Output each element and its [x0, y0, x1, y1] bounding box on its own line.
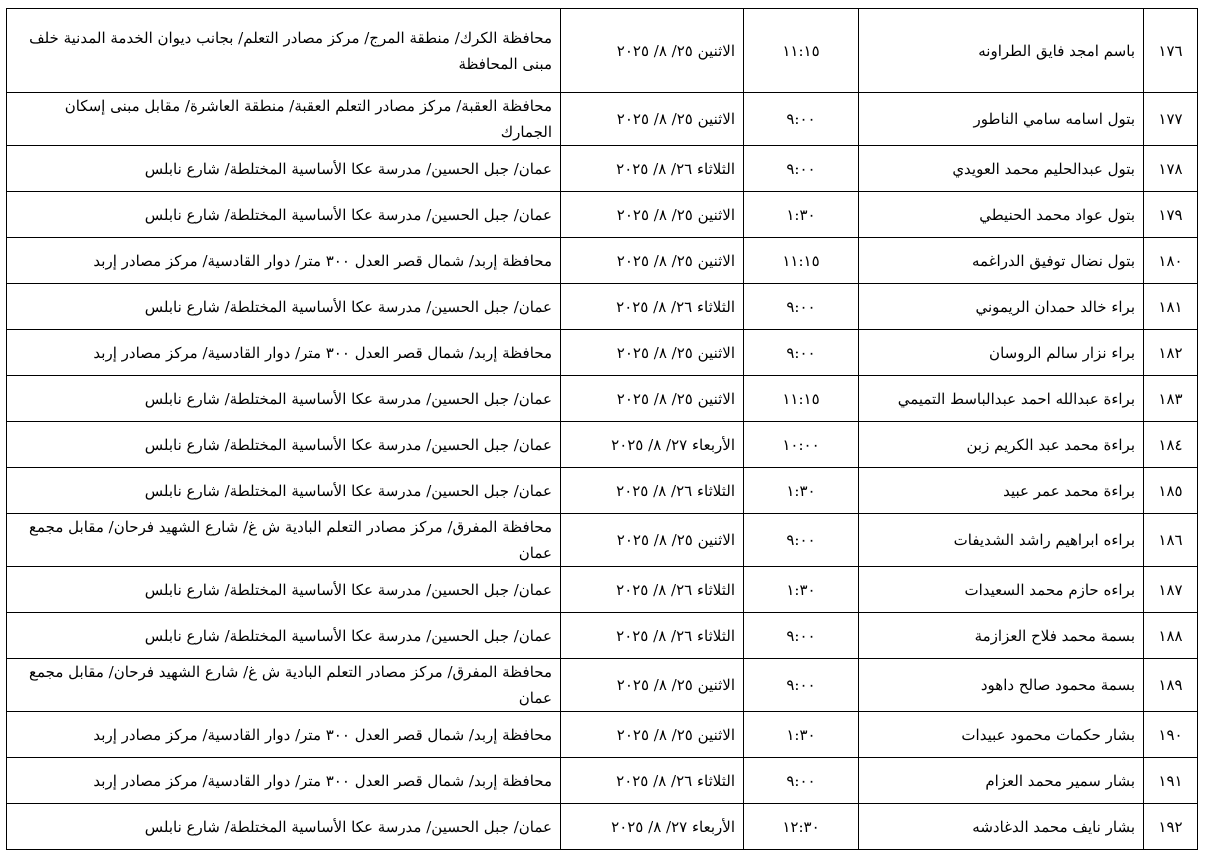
student-name: براءه ابراهيم راشد الشديفات [859, 514, 1144, 567]
exam-date: الاثنين ٢٥/ ٨/ ٢٠٢٥ [561, 712, 744, 758]
row-number: ١٧٦ [1144, 9, 1198, 93]
exam-date: الثلاثاء ٢٦/ ٨/ ٢٠٢٥ [561, 284, 744, 330]
table-row [7, 93, 1198, 146]
student-name: بسمة محمود صالح داهود [859, 659, 1144, 712]
exam-time: ١:٣٠ [744, 567, 859, 613]
table-row [7, 758, 1198, 804]
exam-time: ١:٣٠ [744, 192, 859, 238]
exam-time: ٩:٠٠ [744, 330, 859, 376]
row-number: ١٧٩ [1144, 192, 1198, 238]
table-row [7, 238, 1198, 284]
exam-time: ١١:١٥ [744, 238, 859, 284]
exam-time: ١١:١٥ [744, 9, 859, 93]
student-name: بتول نضال توفيق الدراغمه [859, 238, 1144, 284]
table-row [7, 712, 1198, 758]
row-number: ١٨١ [1144, 284, 1198, 330]
exam-time: ٩:٠٠ [744, 758, 859, 804]
exam-location: عمان/ جبل الحسين/ مدرسة عكا الأساسية المختلطة/ شارع نابلس [7, 146, 561, 192]
exam-date: الثلاثاء ٢٦/ ٨/ ٢٠٢٥ [561, 758, 744, 804]
row-number: ١٩١ [1144, 758, 1198, 804]
exam-time: ٩:٠٠ [744, 93, 859, 146]
exam-location: محافظة المفرق/ مركز مصادر التعلم البادية ش غ/ شارع الشهيد فرحان/ مقابل مجمع عمان [7, 514, 561, 567]
exam-location: عمان/ جبل الحسين/ مدرسة عكا الأساسية المختلطة/ شارع نابلس [7, 192, 561, 238]
exam-time: ٩:٠٠ [744, 659, 859, 712]
row-number: ١٨٨ [1144, 613, 1198, 659]
exam-time: ٩:٠٠ [744, 146, 859, 192]
table-row [7, 330, 1198, 376]
table-row [7, 192, 1198, 238]
exam-date: الاثنين ٢٥/ ٨/ ٢٠٢٥ [561, 192, 744, 238]
exam-date: الثلاثاء ٢٦/ ٨/ ٢٠٢٥ [561, 567, 744, 613]
exam-location: عمان/ جبل الحسين/ مدرسة عكا الأساسية المختلطة/ شارع نابلس [7, 468, 561, 514]
student-name: براءة محمد عمر عبيد [859, 468, 1144, 514]
exam-time: ١:٣٠ [744, 712, 859, 758]
student-name: بشار نايف محمد الدغادشه [859, 804, 1144, 850]
row-number: ١٨٩ [1144, 659, 1198, 712]
exam-date: الاثنين ٢٥/ ٨/ ٢٠٢٥ [561, 93, 744, 146]
exam-location: عمان/ جبل الحسين/ مدرسة عكا الأساسية المختلطة/ شارع نابلس [7, 613, 561, 659]
exam-time: ١١:١٥ [744, 376, 859, 422]
student-name: بسمة محمد فلاح العزازمة [859, 613, 1144, 659]
table-row [7, 146, 1198, 192]
student-name: براءة عبدالله احمد عبدالباسط التميمي [859, 376, 1144, 422]
student-name: براءة محمد عبد الكريم زبن [859, 422, 1144, 468]
exam-date: الثلاثاء ٢٦/ ٨/ ٢٠٢٥ [561, 468, 744, 514]
exam-location: محافظة العقبة/ مركز مصادر التعلم العقبة/ منطقة العاشرة/ مقابل مبنى إسكان الجمارك [7, 93, 561, 146]
student-name: براء نزار سالم الروسان [859, 330, 1144, 376]
exam-date: الاثنين ٢٥/ ٨/ ٢٠٢٥ [561, 514, 744, 567]
exam-date: الاثنين ٢٥/ ٨/ ٢٠٢٥ [561, 376, 744, 422]
exam-date: الاثنين ٢٥/ ٨/ ٢٠٢٥ [561, 9, 744, 93]
table-row [7, 422, 1198, 468]
row-number: ١٧٧ [1144, 93, 1198, 146]
table-row [7, 659, 1198, 712]
table-row [7, 514, 1198, 567]
table-row [7, 284, 1198, 330]
exam-location: محافظة إربد/ شمال قصر العدل ٣٠٠ متر/ دوار القادسية/ مركز مصادر إربد [7, 712, 561, 758]
table-row [7, 468, 1198, 514]
exam-date: الاثنين ٢٥/ ٨/ ٢٠٢٥ [561, 330, 744, 376]
student-name: بشار سمير محمد العزام [859, 758, 1144, 804]
row-number: ١٨٣ [1144, 376, 1198, 422]
row-number: ١٩٢ [1144, 804, 1198, 850]
student-name: براءه حازم محمد السعيدات [859, 567, 1144, 613]
exam-location: عمان/ جبل الحسين/ مدرسة عكا الأساسية المختلطة/ شارع نابلس [7, 804, 561, 850]
row-number: ١٨٦ [1144, 514, 1198, 567]
exam-date: الأربعاء ٢٧/ ٨/ ٢٠٢٥ [561, 804, 744, 850]
row-number: ١٨٥ [1144, 468, 1198, 514]
exam-time: ١٠:٠٠ [744, 422, 859, 468]
exam-time: ٩:٠٠ [744, 613, 859, 659]
row-number: ١٨٧ [1144, 567, 1198, 613]
exam-date: الاثنين ٢٥/ ٨/ ٢٠٢٥ [561, 238, 744, 284]
table-row [7, 804, 1198, 850]
row-number: ١٨٠ [1144, 238, 1198, 284]
exam-time: ١:٣٠ [744, 468, 859, 514]
schedule-table-body [7, 9, 1198, 850]
row-number: ١٨٤ [1144, 422, 1198, 468]
exam-location: محافظة إربد/ شمال قصر العدل ٣٠٠ متر/ دوار القادسية/ مركز مصادر إربد [7, 758, 561, 804]
student-name: باسم امجد فايق الطراونه [859, 9, 1144, 93]
exam-location: عمان/ جبل الحسين/ مدرسة عكا الأساسية المختلطة/ شارع نابلس [7, 567, 561, 613]
row-number: ١٨٢ [1144, 330, 1198, 376]
student-name: بشار حكمات محمود عبيدات [859, 712, 1144, 758]
exam-location: محافظة المفرق/ مركز مصادر التعلم البادية ش غ/ شارع الشهيد فرحان/ مقابل مجمع عمان [7, 659, 561, 712]
table-row [7, 376, 1198, 422]
row-number: ١٩٠ [1144, 712, 1198, 758]
schedule-table [6, 8, 1198, 850]
exam-time: ١٢:٣٠ [744, 804, 859, 850]
row-number: ١٧٨ [1144, 146, 1198, 192]
exam-location: محافظة الكرك/ منطقة المرج/ مركز مصادر التعلم/ بجانب ديوان الخدمة المدنية خلف مبنى المحافظة [7, 9, 561, 93]
exam-time: ٩:٠٠ [744, 284, 859, 330]
exam-date: الثلاثاء ٢٦/ ٨/ ٢٠٢٥ [561, 613, 744, 659]
exam-date: الأربعاء ٢٧/ ٨/ ٢٠٢٥ [561, 422, 744, 468]
exam-location: عمان/ جبل الحسين/ مدرسة عكا الأساسية المختلطة/ شارع نابلس [7, 422, 561, 468]
exam-time: ٩:٠٠ [744, 514, 859, 567]
exam-location: محافظة إربد/ شمال قصر العدل ٣٠٠ متر/ دوار القادسية/ مركز مصادر إربد [7, 330, 561, 376]
exam-location: عمان/ جبل الحسين/ مدرسة عكا الأساسية المختلطة/ شارع نابلس [7, 284, 561, 330]
exam-date: الثلاثاء ٢٦/ ٨/ ٢٠٢٥ [561, 146, 744, 192]
student-name: بتول عبدالحليم محمد العويدي [859, 146, 1144, 192]
student-name: بتول عواد محمد الحنيطي [859, 192, 1144, 238]
table-row [7, 9, 1198, 93]
table-row [7, 613, 1198, 659]
table-row [7, 567, 1198, 613]
exam-location: محافظة إربد/ شمال قصر العدل ٣٠٠ متر/ دوار القادسية/ مركز مصادر إربد [7, 238, 561, 284]
student-name: بتول اسامه سامي الناطور [859, 93, 1144, 146]
exam-date: الاثنين ٢٥/ ٨/ ٢٠٢٥ [561, 659, 744, 712]
exam-location: عمان/ جبل الحسين/ مدرسة عكا الأساسية المختلطة/ شارع نابلس [7, 376, 561, 422]
student-name: براء خالد حمدان الريموني [859, 284, 1144, 330]
